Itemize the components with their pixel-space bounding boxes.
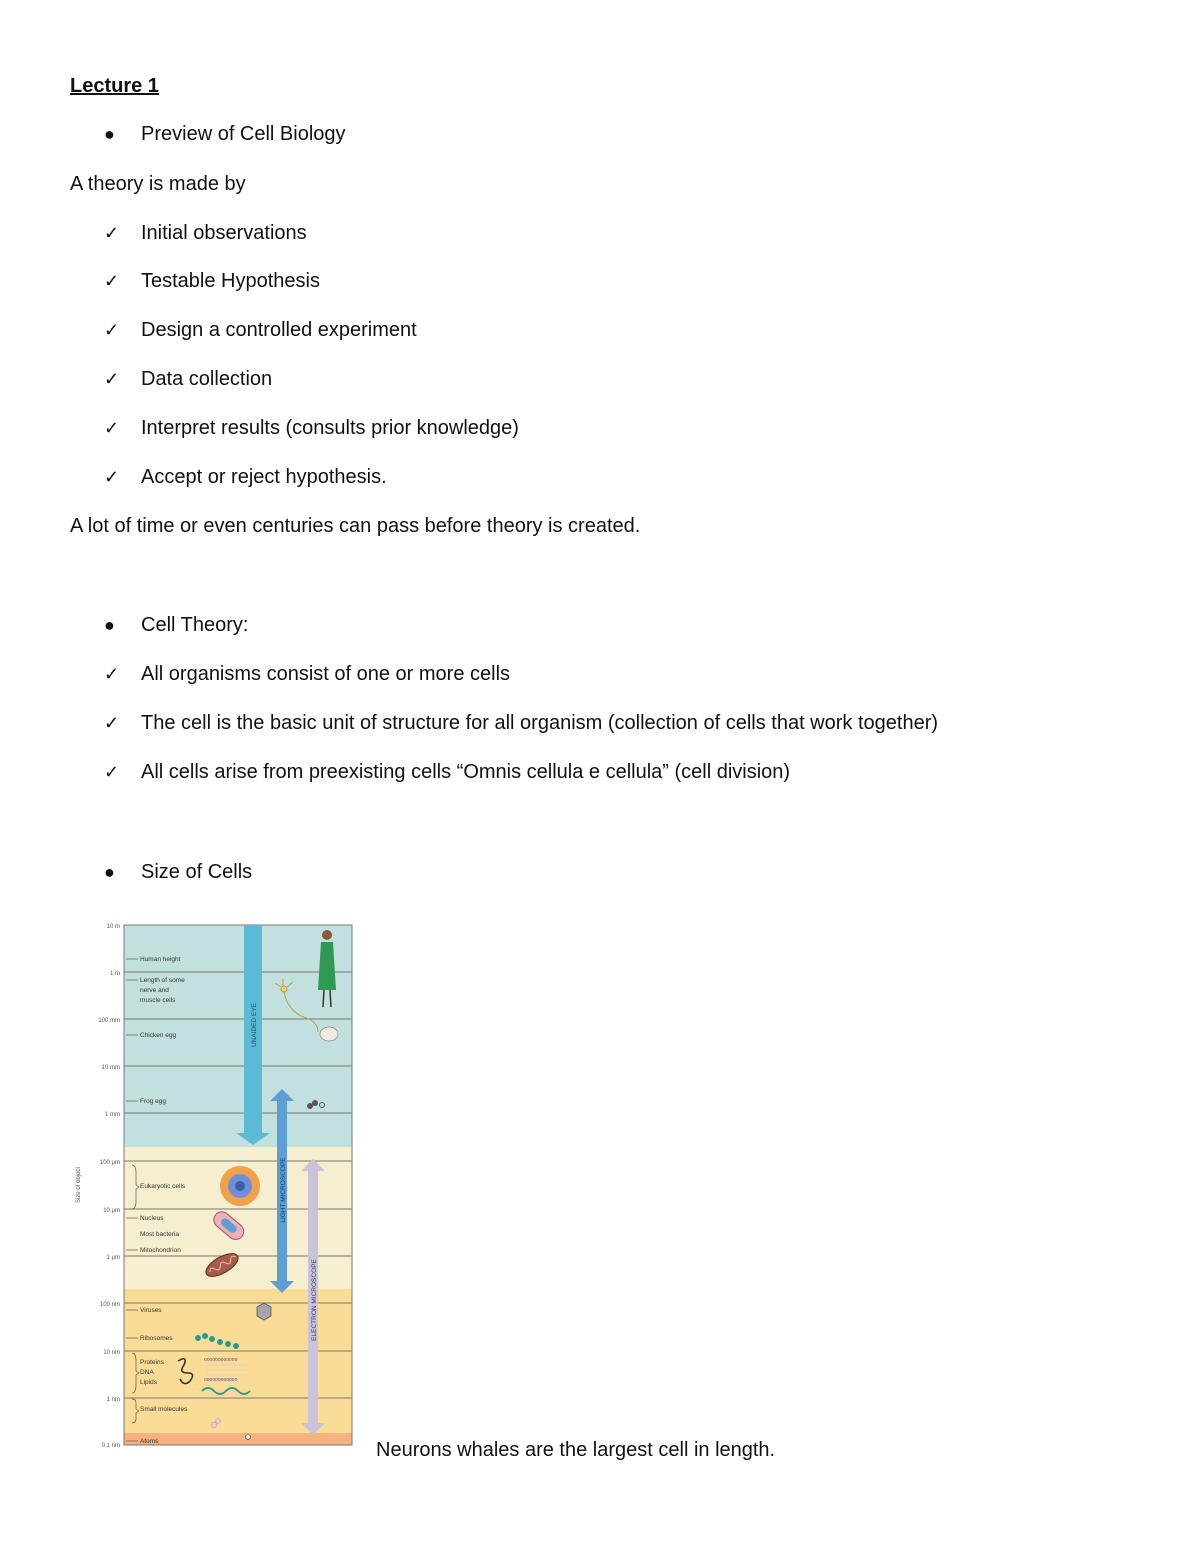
checkmark-icon: ✓ [104,762,120,782]
object-label: Mitochondrion [140,1247,181,1254]
object-label: muscle cells [140,997,176,1004]
object-label: Small molecules [140,1406,188,1413]
theory-step: Testable Hypothesis [141,270,320,292]
range-label: UNAIDED EYE [251,1002,258,1048]
bullet-icon: ● [104,862,115,882]
bullet-preview: Preview of Cell Biology [141,123,346,145]
eukaryotic-cell-icon [220,1166,260,1206]
checkmark-icon: ✓ [104,320,120,340]
object-label: Proteins [140,1359,164,1366]
checkmark-icon: ✓ [104,664,120,684]
bullet-icon: ● [104,615,115,635]
object-label: nerve and [140,987,169,994]
theory-step: Interpret results (consults prior knowledge) [141,417,519,439]
figure-caption: Neurons whales are the largest cell in length. [376,1439,776,1461]
object-label: Chicken egg [140,1032,177,1039]
object-label: Viruses [140,1307,162,1314]
page-title: Lecture 1 [70,75,159,97]
theory-note: A lot of time or even centuries can pass before theory is created. [70,515,641,537]
scale-tick: 0.1 nm [101,1443,120,1449]
scale-tick: 10 µm [103,1208,120,1214]
theory-step: Accept or reject hypothesis. [141,466,387,488]
checkmark-icon: ✓ [104,223,120,243]
range-label: ELECTRON MICROSCOPE [311,1259,318,1341]
theory-intro: A theory is made by [70,173,246,195]
chicken-egg-icon [320,1027,338,1041]
checkmark-icon: ✓ [104,369,120,389]
bullet-size-of-cells: Size of Cells [141,861,253,883]
atom-icon [246,1435,251,1440]
scale-tick: 1 nm [106,1397,120,1403]
y-axis-label: Size of object [76,1166,82,1204]
scale-tick: 1 m [109,971,120,977]
object-label: Atoms [140,1438,159,1445]
scale-tick: 10 m [106,924,120,930]
virus-icon [257,1303,271,1320]
svg-text:oooooooooooo: oooooooooooo [204,1357,238,1363]
checkmark-icon: ✓ [104,713,120,733]
checkmark-icon: ✓ [104,467,120,487]
scale-tick: 100 mm [98,1018,120,1024]
cell-theory-point: All organisms consist of one or more cells [141,663,511,685]
scale-tick: 100 µm [99,1160,120,1166]
checkmark-icon: ✓ [104,418,120,438]
size-scale-figure [70,915,360,1453]
object-label: Length of some [140,977,185,984]
scale-tick: 10 nm [103,1350,120,1356]
object-label: Eukaryotic cells [140,1183,186,1190]
scale-tick: 10 mm [101,1065,120,1071]
theory-step: Design a controlled experiment [141,319,417,341]
object-label: DNA [140,1369,154,1376]
object-label: Nucleus [140,1215,164,1222]
object-label: Most bacteria [140,1231,180,1238]
scale-tick: 1 mm [105,1112,120,1118]
scale-tick: 1 µm [106,1255,120,1261]
object-label: Ribosomes [140,1335,173,1342]
cell-theory-point: All cells arise from preexisting cells “Omnis cellula e cellula” (cell division) [141,761,791,783]
theory-step: Initial observations [141,222,307,244]
bullet-icon: ● [104,124,115,144]
bullet-cell-theory: Cell Theory: [141,614,249,636]
object-label: Frog egg [140,1098,167,1105]
svg-text:oooooooooooo: oooooooooooo [204,1377,238,1383]
object-label: Human height [140,956,181,963]
checkmark-icon: ✓ [104,271,120,291]
scale-tick: 100 nm [99,1302,120,1308]
object-label: Lipids [140,1379,157,1386]
range-label: LIGHT MICROSCOPE [280,1157,287,1223]
theory-step: Data collection [141,368,273,390]
cell-theory-point: The cell is the basic unit of structure for all organism (collection of cells that work together) [141,712,939,734]
